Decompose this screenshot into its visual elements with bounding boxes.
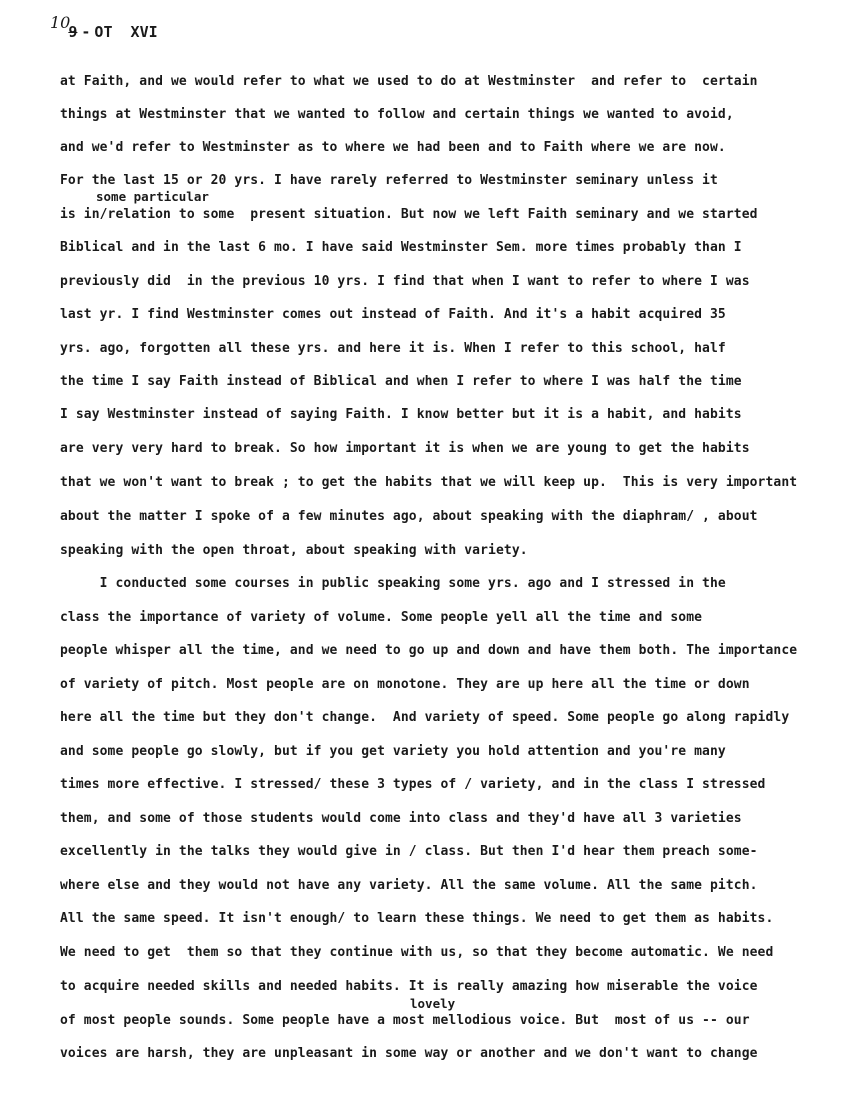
text-line: Biblical and in the last 6 mo. I have said Westminster Sem. more times probably than I: [60, 240, 742, 255]
text-line: at Faith, and we would refer to what we used to do at Westminster and refer to certain: [60, 74, 758, 89]
text-line: the time I say Faith instead of Biblical and when I refer to where I was half the time: [60, 374, 742, 389]
text-line: to acquire needed skills and needed habits. It is really amazing how miserable the voice: [60, 979, 758, 994]
text-line: voices are harsh, they are unpleasant in some way or another and we don't want to change: [60, 1046, 758, 1061]
handwritten-page-number: 10: [50, 13, 71, 32]
text-line: are very very hard to break. So how important it is when we are young to get the habits: [60, 441, 750, 456]
text-line: and some people go slowly, but if you get variety you hold attention and you're many: [60, 744, 726, 759]
text-line: class the importance of variety of volume. Some people yell all the time and some: [60, 610, 703, 625]
text-line: times more effective. I stressed/ these 3 types of / variety, and in the class I stressed: [60, 777, 766, 792]
text-line: yrs. ago, forgotten all these yrs. and here it is. When I refer to this school, half: [60, 341, 726, 356]
text-line: I conducted some courses in public speaking some yrs. ago and I stressed in the: [60, 576, 726, 591]
text-line: All the same speed. It isn't enough/ to learn these things. We need to get them as habits.: [60, 911, 774, 926]
text-line: them, and some of those students would come into class and they'd have all 3 varieties: [60, 811, 742, 826]
text-line: where else and they would not have any variety. All the same volume. All the same pitch.: [60, 878, 758, 893]
text-line: For the last 15 or 20 yrs. I have rarely referred to Westminster seminary unless it: [60, 173, 718, 188]
text-line: here all the time but they don't change. And variety of speed. Some people go along rapidly: [60, 710, 790, 725]
text-line: of most people sounds. Some people have a most mellodious voice. But most of us -- our: [60, 1013, 750, 1028]
text-line: speaking with the open throat, about speaking with variety.: [60, 543, 528, 558]
text-line: that we won't want to break ; to get the habits that we will keep up. This is very important: [60, 475, 798, 490]
text-line: things at Westminster that we wanted to follow and certain things we wanted to avoid,: [60, 107, 734, 122]
text-line: last yr. I find Westminster comes out instead of Faith. And it's a habit acquired 35: [60, 307, 726, 322]
text-line: I say Westminster instead of saying Faith. I know better but it is a habit, and habits: [60, 407, 742, 422]
text-line: is in/relation to some present situation. But now we left Faith seminary and we started: [60, 207, 758, 222]
text-line: We need to get them so that they continue with us, so that they become automatic. We need: [60, 945, 774, 960]
typed-page-number: 9: [68, 23, 78, 41]
text-line: people whisper all the time, and we need to go up and down and have them both. The importance: [60, 643, 798, 658]
interlinear-insertion: lovely: [410, 996, 456, 1011]
text-line: previously did in the previous 10 yrs. I find that when I want to refer to where I was: [60, 274, 750, 289]
course-code: OT XVI: [94, 23, 158, 41]
header-separator: -: [81, 23, 91, 41]
text-line: excellently in the talks they would give in / class. But then I'd hear them preach some-: [60, 844, 758, 859]
text-line: about the matter I spoke of a few minutes ago, about speaking with the diaphram/ , about: [60, 509, 758, 524]
interlinear-insertion: some particular: [96, 189, 209, 204]
text-line: of variety of pitch. Most people are on monotone. They are up here all the time or down: [60, 677, 750, 692]
page-header: [48, 13, 158, 41]
text-line: and we'd refer to Westminster as to where we had been and to Faith where we are now.: [60, 140, 726, 155]
